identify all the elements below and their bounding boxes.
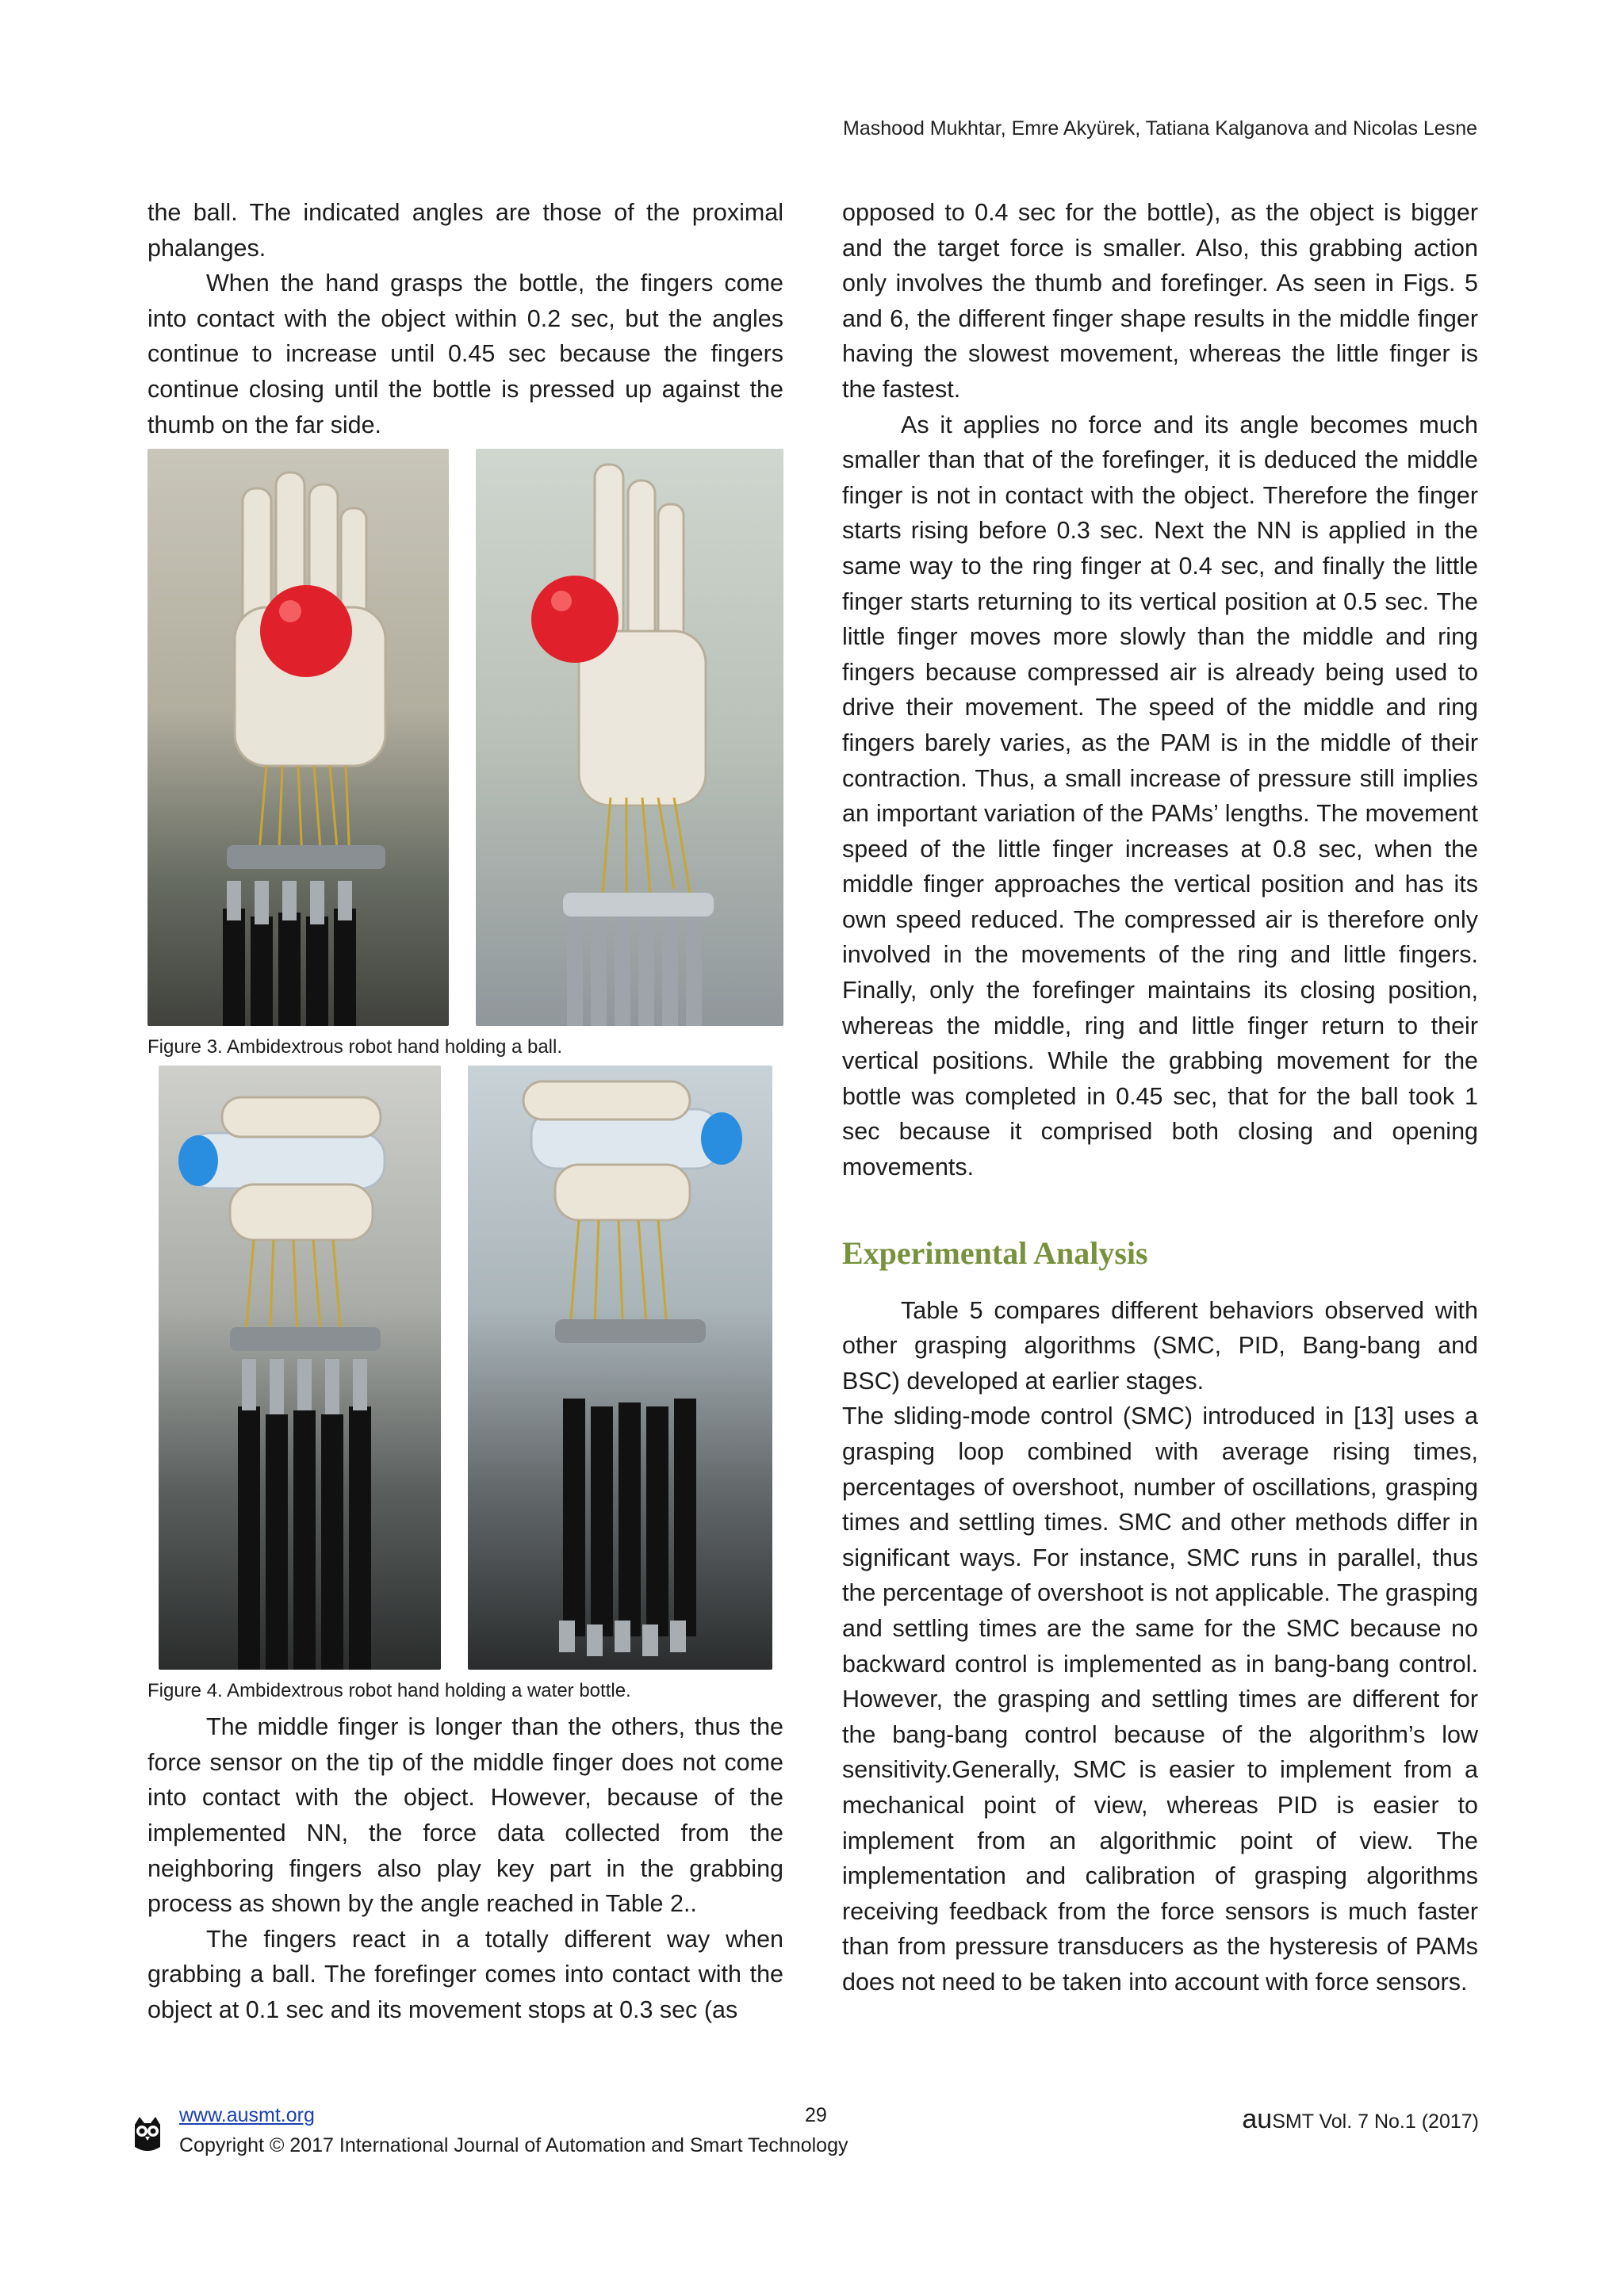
bottle-photo-side [468, 1066, 772, 1670]
right-column [842, 195, 1478, 2000]
right-paragraph-2: As it applies no force and its angle becomes much smaller than that of the forefinger, it is deduced the middle finger is not in contact with the object. Therefore the finger starts rising before 0.3 sec. Next the NN is applied in the same way to the ring finger at 0.4 sec, and finally the little finger starts returning to its vertical position at 0.5 sec. The little finger moves more slowly than the middle and ring fingers because compressed air is already being used to drive their movement. The speed of the middle and ring fingers barely varies, as the PAM is in the middle of their contraction. Thus, a small increase of pressure still implies an important variation of the PAMs’ lengths. The movement speed of the little finger increases at 0.8 sec, when the middle finger approaches the vertical position and has its own speed reduced. The compressed air is therefore only involved in the movements of the ring and little fingers. Finally, only the forefinger maintains its closing position, whereas the middle, ring and little finger return to their vertical positions. While the grabbing movement for the bottle was completed in 0.45 sec, that for the ball took 1 sec because it comprised both closing and opening movements. [842, 411, 1478, 1181]
robot-hand-ball-image [147, 449, 449, 1026]
left-paragraph-1: the ball. The indicated angles are those of the proximal phalanges. [147, 199, 783, 262]
journal-prefix: au [1242, 2104, 1273, 2134]
robot-hand-ball-side-image [476, 449, 783, 1026]
right-paragraph-1: opposed to 0.4 sec for the bottle), as the object is bigger and the target force is smaller. Also, this grabbing action only involves the thumb and forefinger. As seen in Figs. 5 and 6, the different finger shape results in the middle finger having the slowest movement, whereas the little finger is the fastest. [842, 199, 1478, 403]
figure-3-caption: Figure 3. Ambidextrous robot hand holding a ball. [147, 1036, 562, 1058]
left-paragraph-4: The fingers react in a totally different way when grabbing a ball. The forefinger comes into contact with the object at 0.1 sec and its movement stops at 0.3 sec (as [147, 1925, 783, 2023]
footer-url-link[interactable]: www.ausmt.org [179, 2104, 315, 2126]
left-column [147, 195, 783, 2028]
ball-photo-front [147, 449, 449, 1026]
figure-4-caption: Figure 4. Ambidextrous robot hand holding a water bottle. [147, 1680, 631, 1702]
journal-volume: SMT Vol. 7 No.1 (2017) [1272, 2110, 1479, 2133]
left-paragraph-3: The middle finger is longer than the others, thus the force sensor on the tip of the middle finger does not come into contact with the object. However, because of the implemented NN, the force data collected from the neighboring fingers also play key part in the grabbing process as shown by the angle reached in Table 2.. [147, 1713, 783, 1918]
section-title: Experimental Analysis [842, 1234, 1148, 1271]
figure-3-images [147, 449, 783, 1026]
running-header: Mashood Mukhtar, Emre Akyürek, Tatiana Kalganova and Nicolas Lesne [843, 117, 1477, 140]
owl-logo-icon [132, 2115, 163, 2153]
robot-hand-bottle-image [159, 1066, 441, 1670]
journal-info [1242, 2104, 1479, 2135]
right-paragraph-3: Table 5 compares different behaviors observed with other grasping algorithms (SMC, PID, Bang-bang and BSC) developed at earlier stages. [842, 1296, 1478, 1395]
figure-4-images [147, 1066, 783, 1670]
ball-photo-side [476, 449, 783, 1026]
page-footer [127, 2101, 1479, 2164]
footer-copyright: Copyright © 2017 International Journal of Automation and Smart Technology [179, 2134, 848, 2156]
page-number: 29 [805, 2104, 827, 2126]
left-paragraph-2: When the hand grasps the bottle, the fingers come into contact with the object within 0.2 sec, but the angles continue to increase until 0.45 sec because the fingers continue closing until the bottle is pressed up against the thumb on the far side. [147, 270, 783, 438]
right-paragraph-4: The sliding-mode control (SMC) introduced in [13] uses a grasping loop combined with average rising times, percentages of overshoot, number of oscillations, grasping times and settling times. SMC and other methods differ in significant ways. For instance, SMC runs in parallel, thus the percentage of overshoot is not applicable. The grasping and settling times are the same for the SMC because no backward control is implemented as in bang-bang control. However, the grasping and settling times are different for the bang-bang control because of the algorithm’s low sensitivity.Generally, SMC is easier to implement from a mechanical point of view, whereas PID is easier to implement from an algorithmic point of view. The implementation and calibration of grasping algorithms receiving feedback from the force sensors is much faster than from pressure transducers as the hysteresis of PAMs does not need to be taken into account with force sensors. [842, 1402, 1478, 1996]
robot-hand-bottle-side-image [468, 1066, 772, 1670]
bottle-photo-front [159, 1066, 441, 1670]
